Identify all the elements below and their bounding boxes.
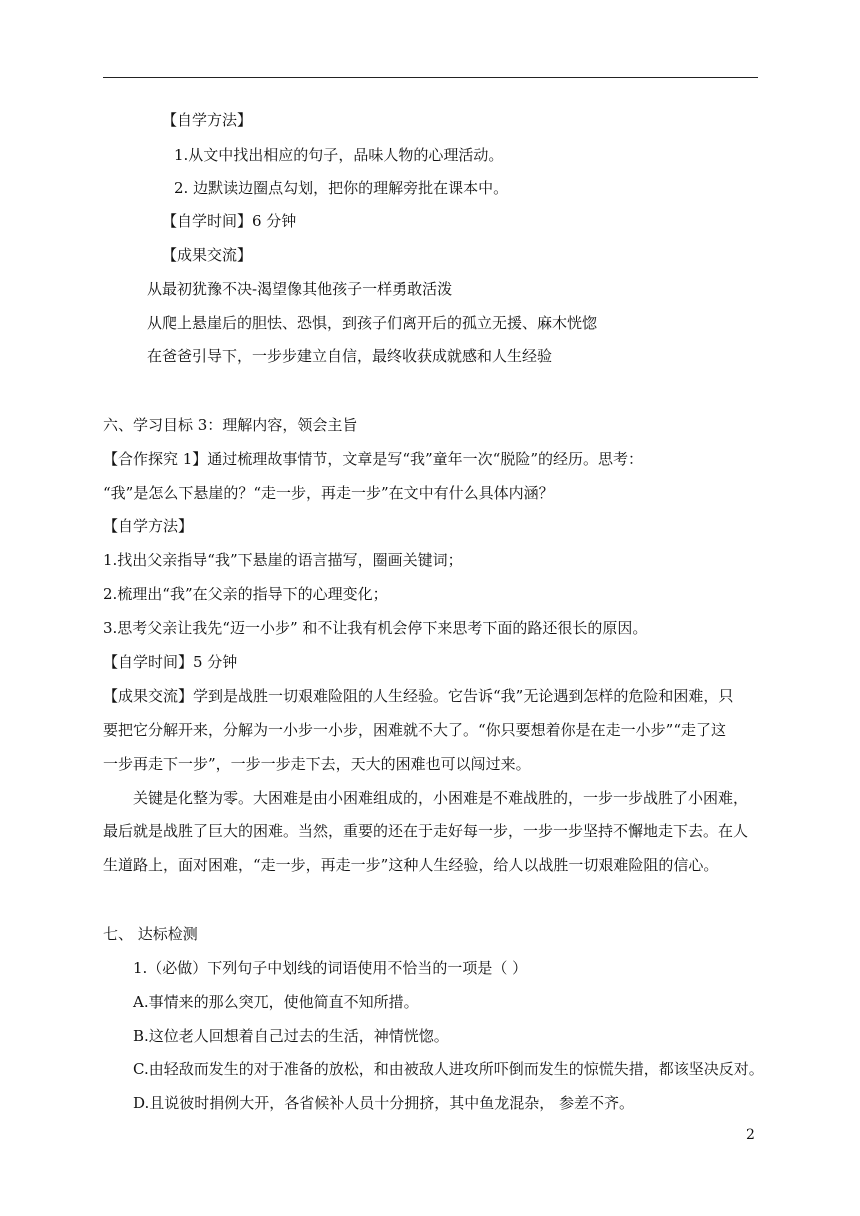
text-line: 【合作探究 1】通过梳理故事情节，文章是写“我”童年一次“脱险”的经历。思考： bbox=[103, 450, 643, 468]
text-line: 【自学方法】 bbox=[162, 111, 253, 129]
text-line: 最后就是战胜了巨大的困难。当然，重要的还在于走好每一步，一步一步坚持不懈地走下去。在人 bbox=[103, 822, 749, 840]
text-line: 【自学时间】5 分钟 bbox=[103, 653, 238, 671]
text-line: “我”是怎么下悬崖的？“走一步，再走一步”在文中有什么具体内涵？ bbox=[103, 484, 554, 502]
page-number: 2 bbox=[746, 1127, 755, 1143]
text-line: 【自学方法】 bbox=[103, 517, 194, 535]
option-c: C.由轻敌而发生的对于准备的放松，和由被敌人进攻所吓倒而发生的惊慌失措，都该坚决反对。 bbox=[133, 1060, 764, 1078]
text-line: 一步再走下一步”，一步一步走下去，天大的困难也可以闯过来。 bbox=[103, 755, 531, 773]
section-heading: 七、 达标检测 bbox=[103, 925, 198, 943]
text-line: 【成果交流】学到是战胜一切艰难险阻的人生经验。它告诉“我”无论遇到怎样的危险和困难，只 bbox=[103, 687, 734, 705]
text-line: 从爬上悬崖后的胆怯、恐惧，到孩子们离开后的孤立无援、麻木恍惚 bbox=[147, 314, 598, 332]
text-line: 1.从文中找出相应的句子，品味人物的心理活动。 bbox=[174, 146, 504, 164]
text-line: 2.梳理出“我”在父亲的指导下的心理变化； bbox=[103, 585, 388, 603]
text-line: 2. 边默读边圈点勾划，把你的理解旁批在课本中。 bbox=[174, 179, 509, 197]
text-line: 关键是化整为零。大困难是由小困难组成的，小困难是不难战胜的，一步一步战胜了小困难， bbox=[133, 789, 749, 807]
option-b: B.这位老人回想着自己过去的生活，神情恍惚。 bbox=[133, 1027, 449, 1045]
header-rule bbox=[103, 77, 758, 78]
text-line: 在爸爸引导下，一步步建立自信，最终收获成就感和人生经验 bbox=[147, 347, 553, 365]
text-line: 生道路上，面对困难，“走一步，再走一步”这种人生经验，给人以战胜一切艰难险阻的信心。 bbox=[103, 856, 719, 874]
text-line: 【自学时间】6 分钟 bbox=[162, 212, 297, 230]
section-heading: 六、学习目标 3：理解内容，领会主旨 bbox=[103, 416, 358, 434]
question-stem: 1.（必做）下列句子中划线的词语使用不恰当的一项是（ ） bbox=[133, 959, 528, 977]
option-a: A.事情来的那么突兀，使他简直不知所措。 bbox=[133, 993, 419, 1011]
text-line: 从最初犹豫不决-渴望像其他孩子一样勇敢活泼 bbox=[147, 280, 453, 298]
option-d: D.且说彼时捐例大开，各省候补人员十分拥挤，其中鱼龙混杂， 参差不齐。 bbox=[133, 1094, 635, 1112]
text-line: 要把它分解开来，分解为一小步一小步，困难就不大了。“你只要想着你是在走一小步”“走了这 bbox=[103, 721, 727, 739]
text-line: 3.思考父亲让我先“迈一小步” 和不让我有机会停下来思考下面的路还很长的原因。 bbox=[103, 619, 648, 637]
text-line: 【成果交流】 bbox=[162, 246, 253, 264]
text-line: 1.找出父亲指导“我”下悬崖的语言描写，圈画关键词； bbox=[103, 551, 463, 569]
